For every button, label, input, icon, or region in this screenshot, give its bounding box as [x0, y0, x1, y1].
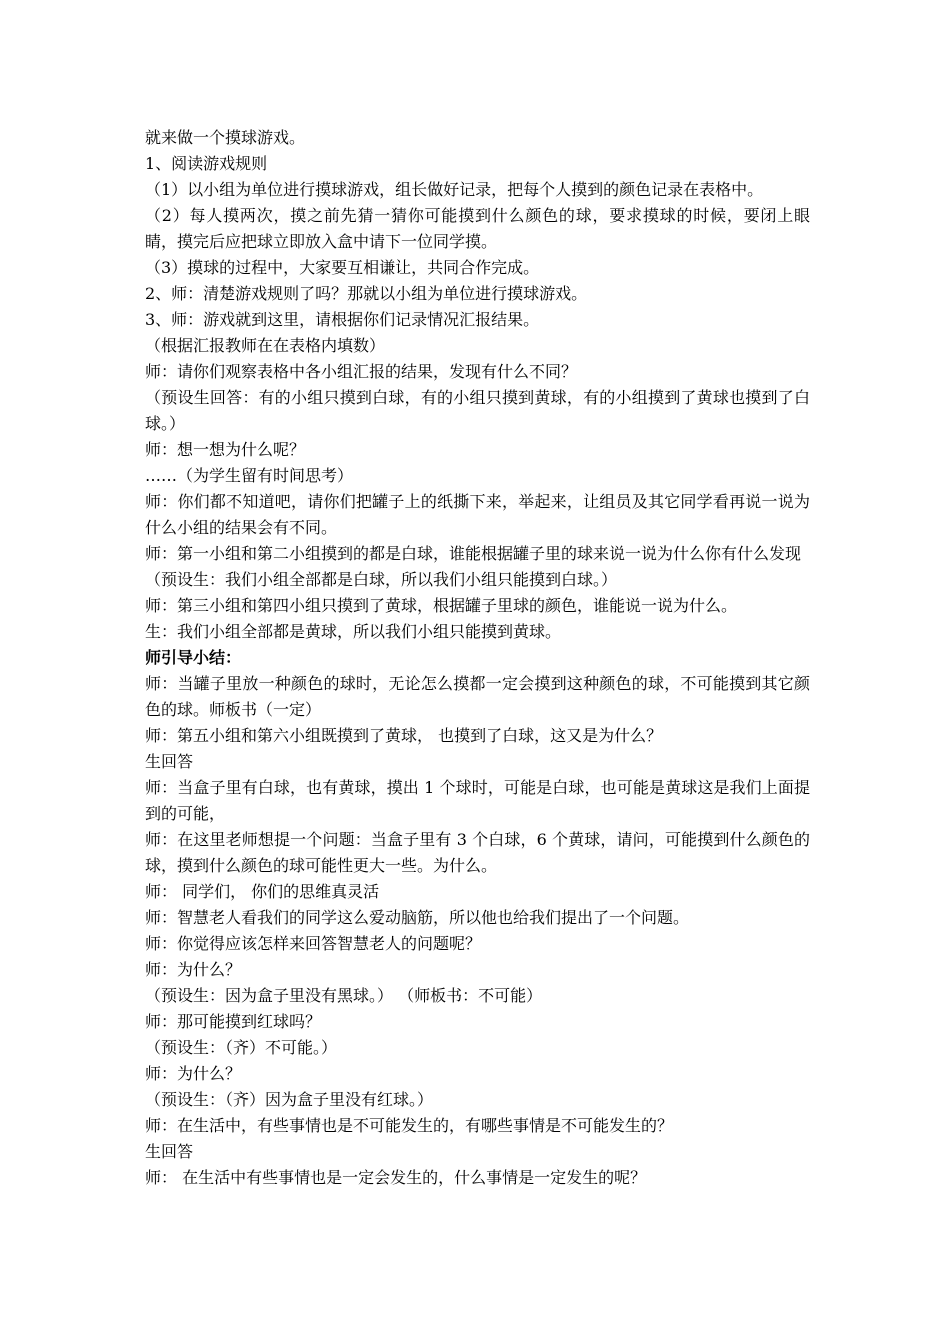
paragraph: 就来做一个摸球游戏。: [145, 128, 306, 147]
paragraph: ……（为学生留有时间思考）: [145, 466, 354, 485]
paragraph: 2、师：清楚游戏规则了吗？那就以小组为单位进行摸球游戏。: [145, 284, 588, 303]
paragraph: 生回答: [145, 752, 194, 771]
paragraph: 师： 在生活中有些事情也是一定会发生的，什么事情是一定发生的呢？: [145, 1168, 647, 1187]
paragraph: （预设生：我们小组全部都是白球，所以我们小组只能摸到白球。）: [145, 570, 618, 589]
paragraph: 师：当盒子里有白球，也有黄球，摸出 1 个球时，可能是白球，也可能是黄球这是我们上面提到的可能，: [145, 778, 810, 823]
paragraph: 师：在生活中，有些事情也是不可能发生的，有哪些事情是不可能发生的？: [145, 1116, 674, 1135]
section-heading: 师引导小结：: [145, 648, 242, 667]
paragraph: 师：为什么？: [145, 960, 242, 979]
paragraph: （预设生：（齐）不可能。）: [145, 1038, 338, 1057]
paragraph: （预设生回答：有的小组只摸到白球，有的小组只摸到黄球，有的小组摸到了黄球也摸到了白球。）: [145, 388, 810, 433]
paragraph: （2）每人摸两次，摸之前先猜一猜你可能摸到什么颜色的球，要求摸球的时候，要闭上眼睛，摸完后应把球立即放入盒中请下一位同学摸。: [145, 206, 810, 251]
paragraph: 师： 同学们， 你们的思维真灵活: [145, 882, 380, 901]
paragraph: 师：为什么？: [145, 1064, 242, 1083]
paragraph: （3）摸球的过程中，大家要互相谦让，共同合作完成。: [145, 258, 540, 277]
paragraph: 师：第五小组和第六小组既摸到了黄球， 也摸到了白球，这又是为什么？: [145, 726, 663, 745]
paragraph: 师：第一小组和第二小组摸到的都是白球，谁能根据罐子里的球来说一说为什么你有什么发现: [145, 544, 802, 563]
paragraph: 师：智慧老人看我们的同学这么爱动脑筋，所以他也给我们提出了一个问题。: [145, 908, 690, 927]
paragraph: 师：你们都不知道吧，请你们把罐子上的纸撕下来，举起来，让组员及其它同学看再说一说为什么小组的结果会有不同。: [145, 492, 810, 537]
paragraph: 师：想一想为什么呢？: [145, 440, 306, 459]
paragraph: 师：第三小组和第四小组只摸到了黄球，根据罐子里球的颜色，谁能说一说为什么。: [145, 596, 738, 615]
paragraph: 师：那可能摸到红球吗？: [145, 1012, 322, 1031]
paragraph: （1）以小组为单位进行摸球游戏，组长做好记录，把每个人摸到的颜色记录在表格中。: [145, 180, 764, 199]
paragraph: 师：你觉得应该怎样来回答智慧老人的问题呢？: [145, 934, 482, 953]
paragraph: 1、阅读游戏规则: [145, 154, 268, 173]
paragraph: 生回答: [145, 1142, 194, 1161]
paragraph: （根据汇报教师在在表格内填数）: [145, 336, 386, 355]
paragraph: 生：我们小组全部都是黄球，所以我们小组只能摸到黄球。: [145, 622, 562, 641]
paragraph: 师：在这里老师想提一个问题：当盒子里有 3 个白球，6 个黄球，请问，可能摸到什么颜色的球，摸到什么颜色的球可能性更大一些。为什么。: [145, 830, 810, 875]
paragraph: 师：请你们观察表格中各小组汇报的结果，发现有什么不同？: [145, 362, 578, 381]
paragraph: 3、师：游戏就到这里，请根据你们记录情况汇报结果。: [145, 310, 540, 329]
document-body: [145, 125, 810, 1191]
paragraph: 师：当罐子里放一种颜色的球时，无论怎么摸都一定会摸到这种颜色的球，不可能摸到其它颜色的球。师板书（一定）: [145, 674, 810, 719]
paragraph: （预设生：（齐）因为盒子里没有红球。）: [145, 1090, 434, 1109]
paragraph: （预设生：因为盒子里没有黑球。） （师板书：不可能）: [145, 986, 543, 1005]
